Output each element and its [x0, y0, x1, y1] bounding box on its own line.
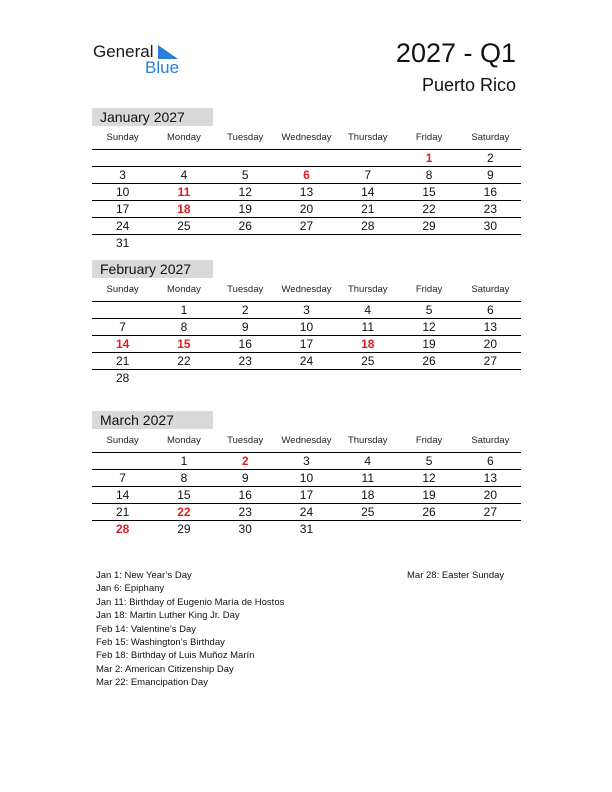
day-cell: 5: [425, 303, 433, 317]
day-cell: 16: [483, 185, 497, 199]
day-cell: 3: [303, 454, 310, 468]
logo-triangle-icon: [158, 45, 178, 59]
weekday-label: Friday: [415, 132, 443, 143]
day-cell: 17: [299, 337, 314, 351]
day-cell: 15: [422, 185, 436, 199]
day-cell: 2: [486, 151, 494, 165]
day-cell: 28: [361, 219, 375, 233]
weekday-label: Saturday: [471, 132, 510, 143]
day-cell: [276, 235, 337, 251]
day-cell: 6: [486, 303, 494, 317]
holiday-entry: Jan 18: Martin Luther King Jr. Day: [96, 610, 240, 622]
weekday-label: Thursday: [347, 132, 388, 143]
holiday-entry: Jan 6: Epiphany: [96, 583, 165, 595]
day-cell: 20: [299, 202, 314, 216]
day-cell: 2: [241, 303, 249, 317]
day-cell: 22: [422, 202, 436, 216]
weekday-label: Wednesday: [281, 132, 332, 143]
weekday-label: Wednesday: [281, 284, 332, 295]
weekday-label: Monday: [167, 132, 201, 143]
weekday-label: Tuesday: [227, 132, 264, 143]
weekday-label: Tuesday: [227, 284, 264, 295]
weekday-label: Monday: [167, 435, 201, 446]
day-cell: 18: [361, 337, 375, 351]
day-cell: 10: [299, 320, 314, 334]
day-cell: 8: [180, 320, 188, 334]
day-cell: [215, 150, 276, 166]
day-cell: [460, 370, 521, 386]
day-cell: 10: [115, 185, 130, 199]
weekday-label: Sunday: [106, 435, 139, 446]
day-cell: 1: [425, 151, 433, 165]
week-row: [92, 218, 521, 235]
day-cell: 11: [361, 320, 374, 334]
day-cell: [153, 370, 214, 386]
week-row: [92, 319, 521, 336]
day-cell: [398, 235, 459, 251]
day-cell: 7: [364, 168, 372, 182]
day-cell: 27: [483, 354, 497, 368]
day-cell: 24: [299, 354, 314, 368]
day-cell: 25: [177, 219, 191, 233]
day-cell: 29: [177, 522, 191, 536]
day-cell: 19: [422, 488, 436, 502]
day-cell: 14: [115, 488, 130, 502]
day-cell: 8: [180, 471, 188, 485]
day-cell: [92, 453, 153, 469]
day-cell: 27: [299, 219, 314, 233]
day-cell: 19: [422, 337, 436, 351]
day-cell: 20: [483, 337, 497, 351]
day-cell: 5: [241, 168, 249, 182]
weekday-label: Thursday: [347, 284, 388, 295]
week-row: [92, 167, 521, 184]
day-cell: [153, 235, 214, 251]
day-cell: [460, 235, 521, 251]
day-cell: 27: [483, 505, 497, 519]
month-title: January 2027: [92, 108, 213, 126]
day-cell: 28: [115, 371, 130, 385]
day-cell: 26: [238, 219, 252, 233]
day-cell: 21: [115, 505, 130, 519]
day-cell: 15: [177, 337, 191, 351]
day-cell: 1: [180, 454, 188, 468]
day-cell: 19: [238, 202, 252, 216]
day-cell: 9: [241, 320, 249, 334]
page-title: 2027 - Q1: [395, 38, 516, 68]
day-cell: 22: [177, 354, 191, 368]
holiday-entry: Mar 2: American Citizenship Day: [96, 663, 234, 675]
day-cell: [276, 370, 337, 386]
weekday-label: Thursday: [347, 435, 388, 446]
week-row: [92, 470, 521, 487]
month-calendar-february: [92, 260, 521, 386]
day-cell: 30: [238, 522, 252, 536]
week-row: [92, 184, 521, 201]
day-cell: 18: [177, 202, 191, 216]
weekday-header-row: [92, 282, 521, 302]
weekday-label: Tuesday: [227, 435, 264, 446]
day-cell: 13: [299, 185, 314, 199]
weekday-label: Friday: [415, 435, 443, 446]
logo: [93, 40, 193, 80]
holiday-entry: Jan 11: Birthday of Eugenio María de Hostos: [96, 596, 285, 608]
day-cell: 4: [180, 168, 188, 182]
week-row: [92, 370, 521, 386]
week-row: [92, 302, 521, 319]
weekday-label: Sunday: [106, 284, 139, 295]
day-cell: 14: [115, 337, 130, 351]
week-row: [92, 453, 521, 470]
day-cell: [153, 150, 214, 166]
day-cell: 24: [299, 505, 314, 519]
day-cell: 16: [238, 488, 252, 502]
day-cell: 16: [238, 337, 252, 351]
holiday-entry: Mar 28: Easter Sunday: [407, 570, 505, 581]
week-row: [92, 353, 521, 370]
day-cell: 26: [422, 505, 436, 519]
day-cell: 17: [115, 202, 130, 216]
day-cell: 25: [361, 354, 375, 368]
day-cell: 6: [303, 168, 310, 182]
day-cell: 18: [361, 488, 375, 502]
month-calendar-january: [92, 108, 521, 251]
day-cell: 6: [486, 454, 494, 468]
day-cell: [215, 235, 276, 251]
day-cell: 7: [119, 471, 126, 485]
day-cell: 4: [364, 303, 372, 317]
day-cell: [337, 370, 398, 386]
day-cell: 23: [483, 202, 497, 216]
day-cell: [460, 521, 521, 537]
holiday-entry: Jan 1: New Year’s Day: [96, 570, 192, 581]
day-cell: 13: [483, 320, 497, 334]
day-cell: [215, 370, 276, 386]
week-row: [92, 150, 521, 167]
day-cell: 31: [299, 522, 314, 536]
day-cell: 13: [483, 471, 497, 485]
day-cell: 15: [177, 488, 191, 502]
day-cell: 7: [119, 320, 126, 334]
holiday-list-right: [407, 569, 504, 582]
day-cell: 10: [299, 471, 314, 485]
day-cell: [398, 521, 459, 537]
day-cell: [337, 235, 398, 251]
day-cell: 1: [180, 303, 188, 317]
week-row: [92, 201, 521, 218]
logo-blue-text: Blue: [145, 58, 180, 77]
day-cell: 11: [361, 471, 374, 485]
weekday-header-row: [92, 433, 521, 453]
day-cell: 26: [422, 354, 436, 368]
day-cell: 8: [425, 168, 433, 182]
week-row: [92, 487, 521, 504]
logo-general-text: General: [93, 42, 154, 61]
weekday-label: Saturday: [471, 435, 510, 446]
day-cell: 23: [238, 505, 252, 519]
day-cell: 30: [483, 219, 497, 233]
country-name: Puerto Rico: [421, 75, 516, 95]
day-cell: 24: [115, 219, 130, 233]
week-row: [92, 336, 521, 353]
day-cell: 11: [177, 185, 191, 199]
week-row: [92, 235, 521, 251]
weekday-label: Monday: [167, 284, 201, 295]
month-title: March 2027: [92, 411, 213, 429]
day-cell: 4: [364, 454, 372, 468]
day-cell: 21: [115, 354, 130, 368]
day-cell: 23: [238, 354, 252, 368]
week-row: [92, 521, 521, 537]
month-calendar-march: [92, 411, 521, 537]
day-cell: [276, 150, 337, 166]
day-cell: 12: [238, 185, 252, 199]
day-cell: 2: [241, 454, 249, 468]
month-title: February 2027: [92, 260, 213, 278]
day-cell: 9: [486, 168, 494, 182]
day-cell: 12: [422, 320, 436, 334]
day-cell: 3: [303, 303, 310, 317]
weekday-label: Sunday: [106, 132, 139, 143]
weekday-label: Saturday: [471, 284, 510, 295]
day-cell: 29: [422, 219, 436, 233]
day-cell: 9: [241, 471, 249, 485]
weekday-header-row: [92, 130, 521, 150]
holiday-entry: Feb 14: Valentine’s Day: [96, 623, 196, 635]
holiday-entry: Feb 15: Washington’s Birthday: [96, 637, 225, 649]
day-cell: 20: [483, 488, 497, 502]
day-cell: 31: [115, 236, 130, 250]
day-cell: 14: [361, 185, 375, 199]
holiday-entry: Mar 22: Emancipation Day: [96, 677, 208, 689]
holiday-list: [96, 569, 284, 690]
day-cell: [398, 370, 459, 386]
day-cell: 25: [361, 505, 375, 519]
weekday-label: Friday: [415, 284, 443, 295]
day-cell: [337, 521, 398, 537]
day-cell: [92, 150, 153, 166]
holiday-entry: Feb 18: Birthday of Luis Muñoz Marín: [96, 650, 255, 662]
day-cell: 22: [177, 505, 191, 519]
week-row: [92, 504, 521, 521]
weekday-label: Wednesday: [281, 435, 332, 446]
day-cell: [92, 302, 153, 318]
day-cell: 3: [119, 168, 126, 182]
day-cell: 28: [115, 522, 130, 536]
day-cell: 5: [425, 454, 433, 468]
day-cell: 17: [299, 488, 314, 502]
day-cell: 21: [361, 202, 375, 216]
day-cell: 12: [422, 471, 436, 485]
day-cell: [337, 150, 398, 166]
